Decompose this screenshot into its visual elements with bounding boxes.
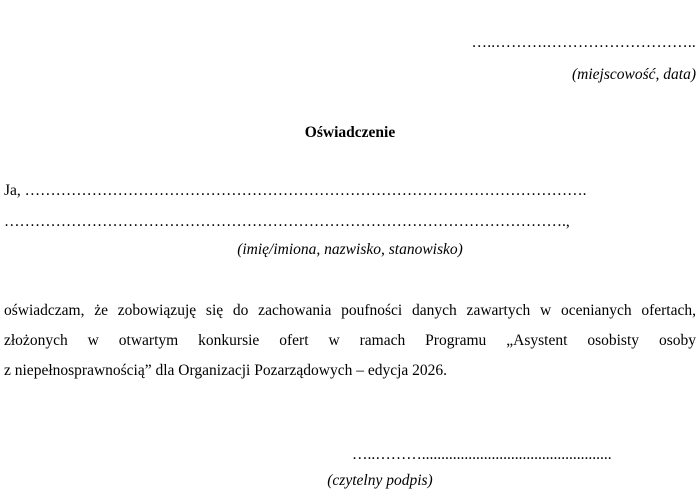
declaration-line-3: z niepełnosprawnością” dla Organizacji Pozarządowych – edycja 2026. bbox=[4, 362, 448, 379]
signature-field: …..………................................................. bbox=[352, 446, 612, 463]
place-date-caption: (miejscowość, data) bbox=[572, 66, 696, 83]
declarant-name-line-1: Ja, ………………………………………………………………………………………………. bbox=[4, 182, 587, 199]
declarant-name-line-2: ………………………………………………………………………………………………., bbox=[4, 213, 570, 230]
declaration-line-2: złożonych w otwartym konkursie ofert w ramach Programu „Asystent osobisty osoby bbox=[4, 332, 696, 349]
document-title: Oświadczenie bbox=[304, 124, 396, 141]
place-date-field: …..……….……………………….. bbox=[471, 34, 696, 51]
declaration-body bbox=[4, 296, 696, 386]
signature-caption: (czytelny podpis) bbox=[327, 472, 433, 489]
declarant-caption: (imię/imiona, nazwisko, stanowisko) bbox=[237, 241, 463, 258]
declaration-line-1: oświadczam, że zobowiązuję się do zachowania poufności danych zawartych w ocenianych ofertach, bbox=[4, 302, 696, 319]
